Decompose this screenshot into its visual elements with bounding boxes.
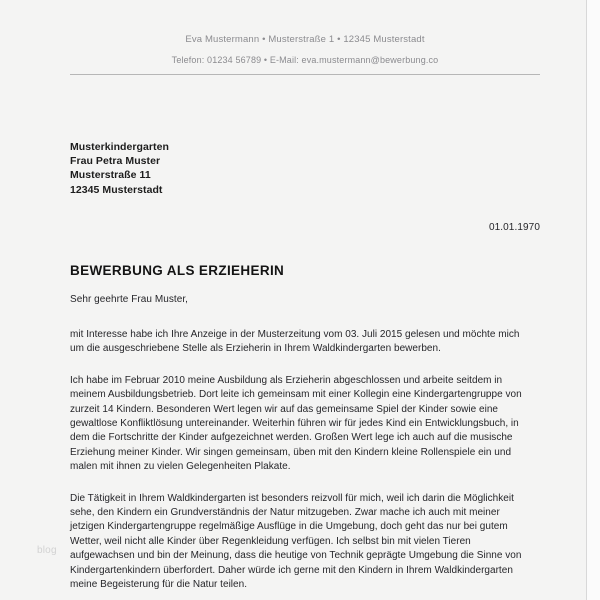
sender-contact-line: Telefon: 01234 56789 • E-Mail: eva.mustermann@bewerbung.co	[171, 55, 439, 65]
blog-watermark: blog	[37, 545, 57, 556]
recipient-line-organization: Musterkindergarten	[70, 141, 169, 153]
letter-salutation: Sehr geehrte Frau Muster,	[70, 294, 188, 305]
letter-date: 01.01.1970	[488, 222, 540, 233]
letter-paragraph-3: Die Tätigkeit in Ihrem Waldkindergarten ist besonders reizvoll für mich, weil ich darin die Möglichkeit sehe, den Kindern ein Grundverständnis der Natur mitzugeben. Zwar mache ich auch mit meiner jetzigen Kindergartengruppe regelmäßige Ausflüge in die Umgebung, doch geht das nur bei gutem Wetter, weil nicht alle Kinder über Regenkleidung verfügen. Ich selbst bin mit vielen Tieren aufgewachsen und bin der Meinung, dass die heutige von Technik geprägte Umgebung die Sinne von Kindergartenkindern überfordert. Daher würde ich gerne mit den Kindern in Ihrem Waldkindergarten meine Begeisterung für die Natur teilen.	[70, 492, 522, 591]
recipient-address-block	[70, 140, 370, 197]
letter-paragraph-1: mit Interesse habe ich Ihre Anzeige in der Musterzeitung vom 03. Juli 2015 gelesen und möchte mich um die ausgeschriebene Stelle als Erzieherin in Ihrem Waldkindergarten bewerben.	[70, 329, 520, 355]
letter-subject: BEWERBUNG ALS ERZIEHERIN	[70, 263, 285, 278]
letterhead-divider	[70, 74, 540, 75]
sender-address-line: Eva Mustermann • Musterstraße 1 • 12345 Musterstadt	[185, 34, 425, 45]
letter-body	[70, 293, 532, 600]
letterhead	[70, 30, 540, 70]
recipient-line-street: Musterstraße 11	[70, 169, 151, 182]
letter-paragraph-2: Ich habe im Februar 2010 meine Ausbildung als Erzieherin abgeschlossen und arbeite seitdem in meinem Ausbildungsbetrieb. Dort leite ich gemeinsam mit einer Kollegin eine Kindergartengruppe von zurzeit 14 Kindern. Besonderen Wert legen wir auf das gemeinsame Spiel der Kinder sowie eine gewaltlose Konfliktlösung untereinander. Weiterhin führen wir für jedes Kind ein Entwicklungsbuch, in dem die Fortschritte der Kinder aufgezeichnet werden. Großen Wert lege ich auch auf die musische Erziehung meiner Kinder. Wir singen gemeinsam, üben mit den Kindern kleine Rollenspiele ein und malen mit ihnen zu vielen Gelegenheiten Plakate.	[70, 374, 522, 473]
page-right-gutter	[587, 0, 600, 600]
recipient-line-person: Frau Petra Muster	[70, 155, 161, 168]
recipient-line-city: 12345 Musterstadt	[70, 183, 163, 196]
